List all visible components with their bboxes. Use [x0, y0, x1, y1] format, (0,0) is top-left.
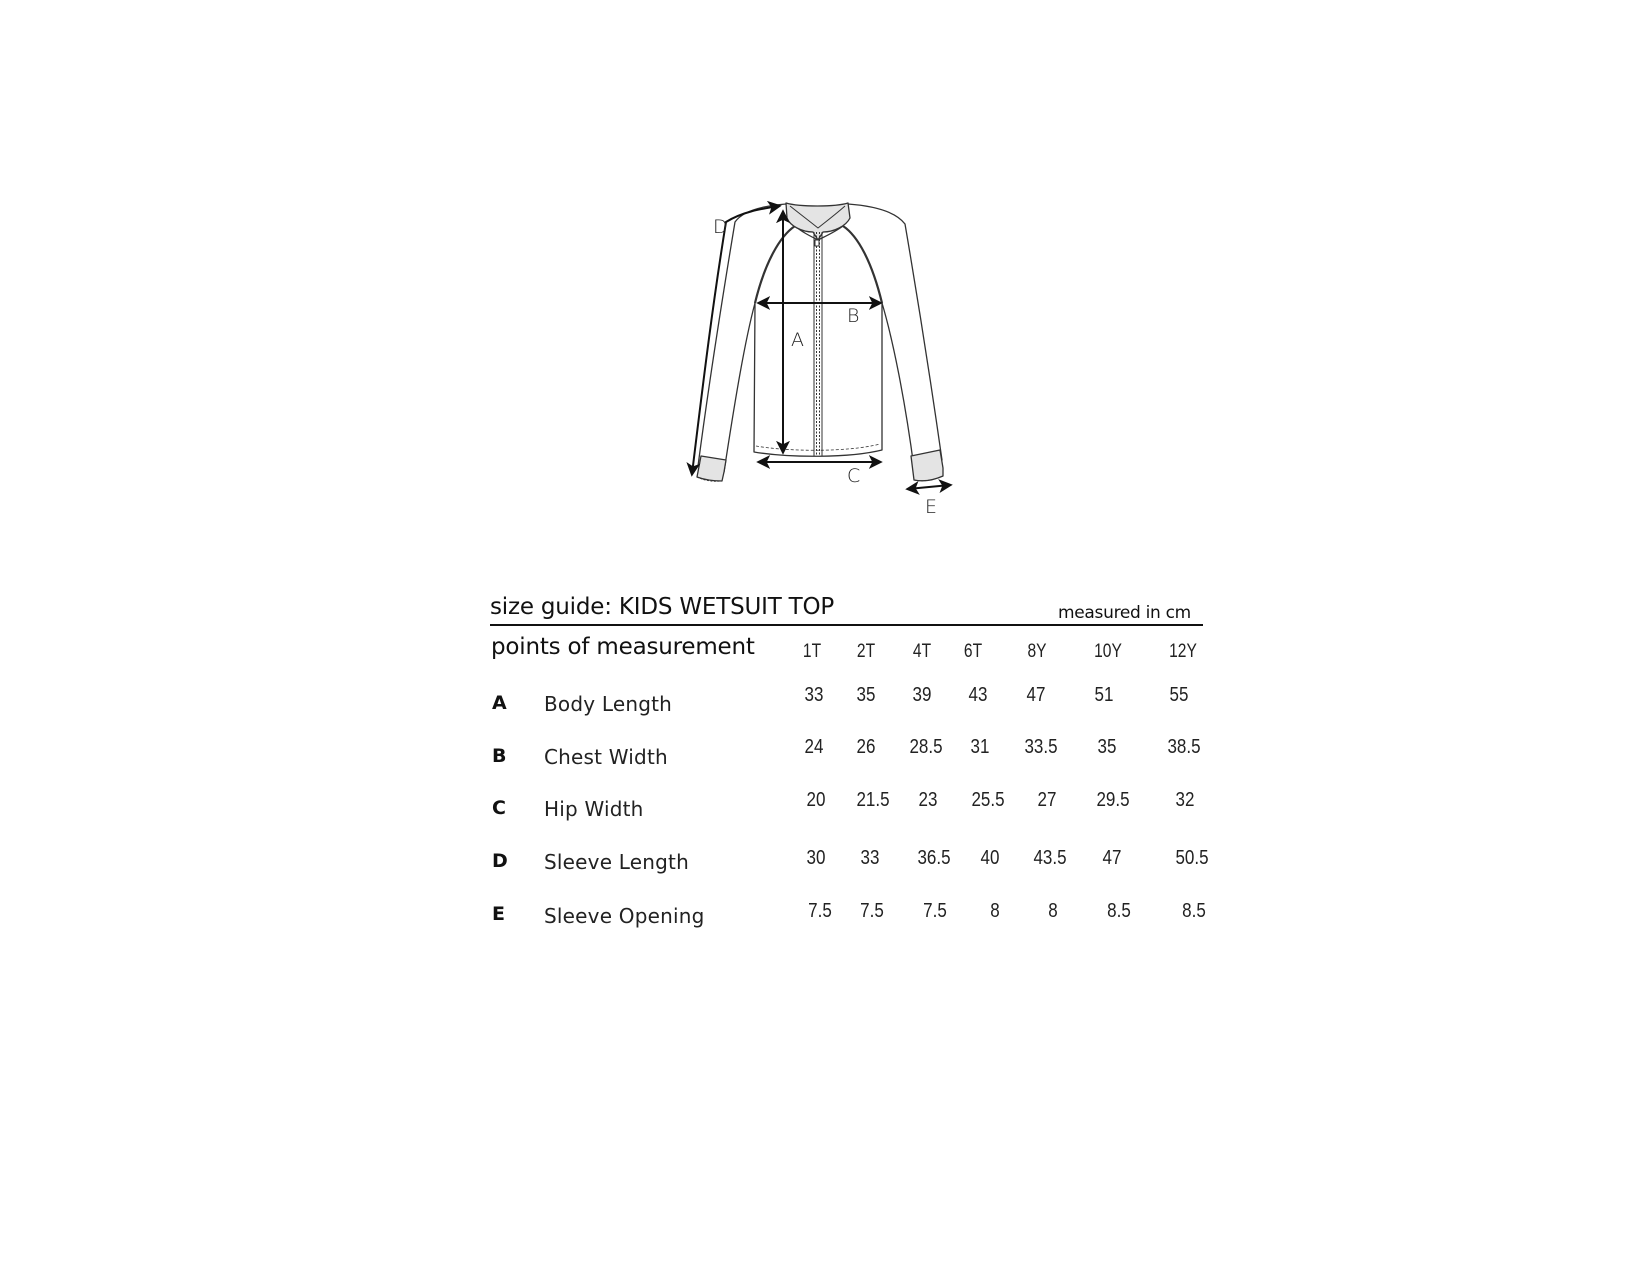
size-header-4t: 4T [912, 641, 932, 662]
row-label: Sleeve Length [544, 850, 689, 874]
table-cell: 43.5 [1033, 847, 1067, 869]
table-cell: 26 [856, 736, 876, 758]
table-cell: 47 [1026, 684, 1046, 706]
table-cell: 50.5 [1175, 847, 1209, 869]
size-header-6t: 6T [963, 641, 983, 662]
table-cell: 29.5 [1096, 789, 1130, 811]
table-cell: 25.5 [971, 789, 1005, 811]
size-header-2t: 2T [856, 641, 876, 662]
row-code: D [492, 850, 508, 872]
label-d: D [713, 216, 728, 238]
table-cell: 32 [1175, 789, 1195, 811]
table-cell: 47 [1102, 847, 1122, 869]
table-cell: 33.5 [1024, 736, 1058, 758]
wetsuit-top-drawing [697, 203, 943, 481]
table-cell: 35 [856, 684, 876, 706]
title-rule [490, 624, 1203, 626]
table-cell: 24 [804, 736, 824, 758]
size-header-10y: 10Y [1094, 641, 1122, 662]
size-guide-title: size guide: KIDS WETSUIT TOP [490, 594, 835, 620]
points-of-measurement-heading: points of measurement [491, 634, 755, 660]
size-header-12y: 12Y [1169, 641, 1197, 662]
table-cell: 55 [1169, 684, 1189, 706]
row-code: C [492, 797, 506, 819]
table-cell: 40 [980, 847, 1000, 869]
table-cell: 39 [912, 684, 932, 706]
row-label: Sleeve Opening [544, 904, 705, 928]
table-cell: 8 [990, 900, 1000, 922]
label-e: E [925, 496, 938, 518]
arrow-e [908, 485, 950, 489]
table-cell: 7.5 [860, 900, 884, 922]
unit-note: measured in cm [1058, 603, 1191, 623]
table-cell: 31 [970, 736, 990, 758]
size-header-8y: 8Y [1027, 641, 1047, 662]
table-cell: 8.5 [1107, 900, 1131, 922]
row-code: B [492, 745, 507, 767]
table-cell: 28.5 [909, 736, 943, 758]
row-code: E [492, 903, 505, 925]
table-cell: 43 [968, 684, 988, 706]
body [754, 226, 882, 456]
table-cell: 20 [806, 789, 826, 811]
table-cell: 27 [1037, 789, 1057, 811]
row-label: Chest Width [544, 745, 668, 769]
size-header-1t: 1T [802, 641, 822, 662]
table-cell: 33 [860, 847, 880, 869]
table-cell: 21.5 [856, 789, 890, 811]
table-cell: 36.5 [917, 847, 951, 869]
row-label: Hip Width [544, 797, 644, 821]
row-code: A [492, 692, 507, 714]
table-cell: 23 [918, 789, 938, 811]
table-cell: 7.5 [808, 900, 832, 922]
table-cell: 35 [1097, 736, 1117, 758]
left-cuff [697, 456, 726, 481]
table-cell: 8 [1048, 900, 1058, 922]
row-label: Body Length [544, 692, 673, 716]
label-a: A [791, 329, 804, 351]
label-c: C [847, 465, 861, 487]
table-cell: 8.5 [1182, 900, 1206, 922]
table-cell: 38.5 [1167, 736, 1201, 758]
table-cell: 33 [804, 684, 824, 706]
right-cuff [911, 450, 943, 481]
table-cell: 7.5 [923, 900, 947, 922]
table-cell: 51 [1094, 684, 1114, 706]
table-cell: 30 [806, 847, 826, 869]
label-b: B [847, 305, 860, 327]
